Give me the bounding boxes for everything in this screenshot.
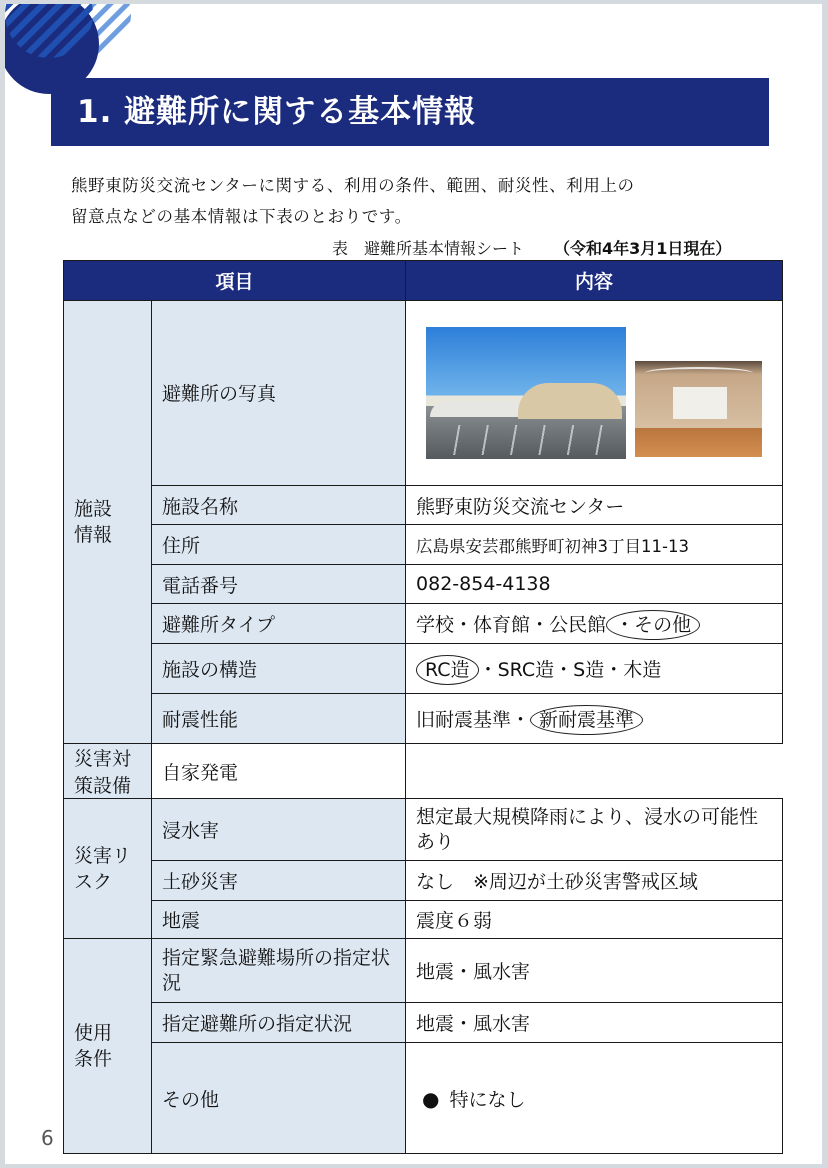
row-label: 避難所タイプ <box>152 604 406 644</box>
header-content: 内容 <box>406 261 783 301</box>
document-page <box>5 4 822 1164</box>
row-label: 指定避難所の指定状況 <box>152 1003 406 1043</box>
table-row <box>64 565 783 604</box>
shelter-photos <box>406 301 783 486</box>
selected-option-circle: RC造 <box>416 655 479 685</box>
row-label: 災害対策設備 <box>64 744 152 799</box>
row-label: 電話番号 <box>152 565 406 604</box>
row-value: 自家発電 <box>152 744 406 799</box>
table-caption-title: 表 避難所基本情報シート <box>332 239 525 258</box>
intro-line-2: 留意点などの基本情報は下表のとおりです。 <box>71 207 412 226</box>
row-value-seismic: 旧耐震基準・ 新耐震基準 <box>406 694 783 744</box>
table-row <box>64 644 783 694</box>
group-disaster-risk: 災害リ スク <box>64 799 152 939</box>
page-number: 6 <box>41 1126 54 1150</box>
table-caption-date: （令和4年3月1日現在） <box>554 239 732 258</box>
row-label: その他 <box>152 1043 406 1154</box>
row-label: 施設の構造 <box>152 644 406 694</box>
row-label-photo: 避難所の写真 <box>152 301 406 486</box>
intro-text <box>71 170 771 232</box>
table-row <box>64 744 783 799</box>
shelter-info-table <box>63 260 783 1154</box>
row-value: 熊野東防災交流センター <box>406 486 783 525</box>
row-value: 地震・風水害 <box>406 1003 783 1043</box>
group-usage-conditions: 使用 条件 <box>64 939 152 1154</box>
header-item: 項目 <box>64 261 406 301</box>
table-row <box>64 604 783 644</box>
table-row <box>64 1043 783 1154</box>
row-label: 土砂災害 <box>152 861 406 901</box>
bullet-icon: ● <box>422 1086 440 1111</box>
row-value: なし ※周辺が土砂災害警戒区域 <box>406 861 783 901</box>
table-row <box>64 861 783 901</box>
row-label: 浸水害 <box>152 799 406 861</box>
table-row <box>64 525 783 565</box>
row-value-shelter-type: 学校・体育館・公民館 ・その他 <box>406 604 783 644</box>
table-row <box>64 901 783 939</box>
row-value: 広島県安芸郡熊野町初神3丁目11-13 <box>406 525 783 565</box>
intro-line-1: 熊野東防災交流センターに関する、利用の条件、範囲、耐災性、利用上の <box>71 176 635 195</box>
selected-option-circle: ・その他 <box>606 610 700 640</box>
group-facility: 施設 情報 <box>64 301 152 744</box>
building-exterior-photo <box>426 327 626 459</box>
row-value: 想定最大規模降雨により、浸水の可能性あり <box>406 799 783 861</box>
row-label: 耐震性能 <box>152 694 406 744</box>
row-value: 地震・風水害 <box>406 939 783 1003</box>
row-label: 住所 <box>152 525 406 565</box>
table-row <box>64 301 783 486</box>
row-value-structure: RC造 ・SRC造・S造・木造 <box>406 644 783 694</box>
table-row <box>64 694 783 744</box>
hall-interior-photo <box>635 361 762 457</box>
selected-option-circle: 新耐震基準 <box>530 705 643 735</box>
table-row <box>64 1003 783 1043</box>
table-row <box>64 486 783 525</box>
row-value: 震度６弱 <box>406 901 783 939</box>
table-caption <box>332 236 802 259</box>
row-value-other: ● 特になし <box>406 1043 783 1154</box>
table-row <box>64 939 783 1003</box>
section-title: 1. 避難所に関する基本情報 <box>51 78 769 146</box>
table-row <box>64 799 783 861</box>
row-label: 施設名称 <box>152 486 406 525</box>
table-header-row <box>64 261 783 301</box>
row-label: 指定緊急避難場所の指定状況 <box>152 939 406 1003</box>
row-value: 082-854-4138 <box>406 565 783 604</box>
row-label: 地震 <box>152 901 406 939</box>
